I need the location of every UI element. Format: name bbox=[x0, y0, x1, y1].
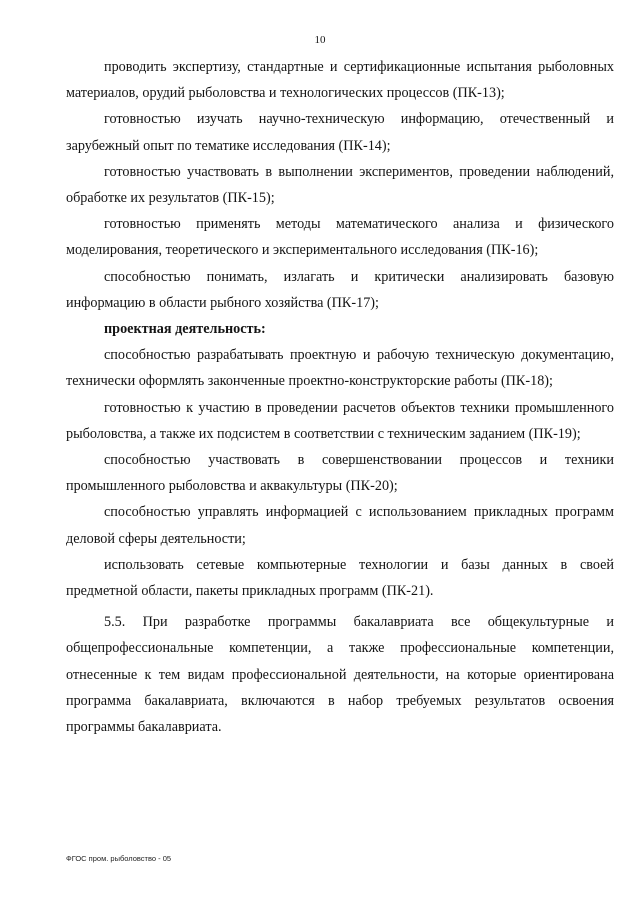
footer-document-code: ФГОС пром. рыболовство - 05 bbox=[66, 854, 172, 863]
competency-pk-21: использовать сетевые компьютерные технологии и базы данных в своей предметной области, пакеты прикладных программ (ПК-21). bbox=[66, 556, 614, 600]
competency-pk-15: готовностью участвовать в выполнении экспериментов, проведении наблюдений, обработке их результатов (ПК-15); bbox=[66, 163, 614, 207]
competency-pk-20: способностью участвовать в совершенствовании процессов и техники промышленного рыболовства и аквакультуры (ПК-20); bbox=[66, 452, 614, 495]
competency-pk-16: готовностью применять методы математического анализа и физического моделирования, теоретического и экспериментального исследования (ПК-16); bbox=[66, 216, 614, 259]
section-heading-project: проектная деятельность: bbox=[104, 321, 266, 338]
competency-pk-18: способностью разрабатывать проектную и рабочую техническую документацию, технически оформлять законченные проектно-конструкторские работы (ПК-18); bbox=[66, 347, 614, 390]
competency-pk-17: способностью понимать, излагать и критически анализировать базовую информацию в области рыбного хозяйства (ПК-17); bbox=[66, 268, 614, 311]
competency-pk-19: готовностью к участию в проведении расчетов объектов техники промышленного рыболовства, а также их подсистем в соответствии с техническим заданием (ПК-19); bbox=[66, 399, 614, 442]
page-number: 10 bbox=[314, 34, 326, 46]
document-body bbox=[66, 54, 614, 740]
competency-information-management: способностью управлять информацией с использованием прикладных программ деловой сферы деятельности; bbox=[66, 504, 614, 547]
competency-pk-14: готовностью изучать научно-техническую информацию, отечественный и зарубежный опыт по тематике исследования (ПК-14); bbox=[66, 111, 614, 154]
competency-pk-13: проводить экспертизу, стандартные и сертификационные испытания рыболовных материалов, орудий рыболовства и технологических процессов (ПК-13); bbox=[66, 59, 614, 102]
clause-5-5: 5.5. При разработке программы бакалавриата все общекультурные и общепрофессиональные компетенции, а также профессиональные компетенции, отнесенные к тем видам профессиональной деятельности, на которые ориентирована программа бакалавриата, включаются в набор требуемых результатов освоения программы бакалавриата. bbox=[66, 614, 614, 736]
